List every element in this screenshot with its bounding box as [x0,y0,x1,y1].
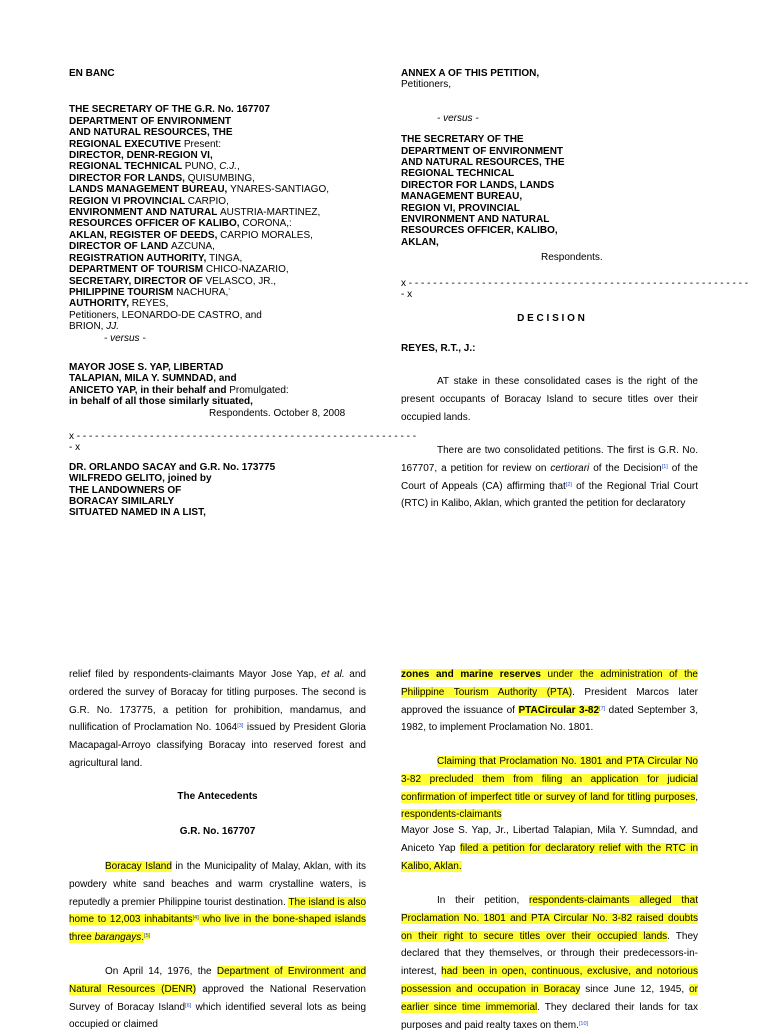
text-run: Promulgated: [229,384,289,396]
text-run: CARPIO, [187,195,229,207]
text-run: barangays [94,932,142,944]
text-run: CHICO-NAZARIO, [205,264,289,276]
caption-line [69,139,369,150]
caption-line [69,104,369,115]
text-run: , [695,791,698,803]
text-run: There are two consolidated petitions. The first is G.R. No. 167707, a petition for review on [401,445,698,474]
text-run: JJ. [106,321,120,333]
caption-line [69,485,369,496]
caption-left [69,68,417,519]
second-petition-caption [69,462,369,519]
text-run: PHILIPPINE TOURISM [69,286,177,298]
caption-line [69,241,369,252]
text-run: respondents-claimants alleged that Proclamation No. 1801 and PTA Circular No. 3-82 raised doubts on their right to secure titles over their occupied lands [401,895,699,942]
respondent-caption-right [401,134,701,248]
text-run: Department of Environment and Natural Resources (DENR) [69,966,367,995]
text-run: C.J. [219,161,237,173]
caption-separator-right-end: - x [401,289,413,301]
text-run: SITUATED NAMED IN A LIST, [69,507,206,519]
text-run: . [141,932,145,944]
text-run: REYES, [131,298,169,310]
text-run: Boracay Island [105,861,172,872]
text-run: AZCUNA, [171,241,215,253]
text-run: and ordered the survey of Boracay for titling purposes. The second is G.R. No. 173775, a petition for prohibition, mandamus, and nullification of Proclamation No. 1064 [69,669,366,734]
caption-line [69,310,369,321]
text-run: of the Decision [589,462,662,474]
text-run: dated September 3, 1982, to implement Proclamation No. 1801. [401,704,698,734]
text-run: G.R. No. 167707 [194,104,270,116]
caption-line [69,385,369,396]
text-run: filed a petition for declaratory relief with the RTC in Kalibo, Aklan. [401,842,699,872]
caption-line [69,184,369,195]
caption-line: RESOURCES OFFICER, KALIBO, [401,225,558,237]
footnote-link[interactable]: [7] [599,705,606,712]
decision-paragraph-1 [401,373,698,426]
petitioners-label: Petitioners, [401,79,452,91]
caption-line [69,264,369,275]
text-run: On April 14, 1976, the [105,966,217,977]
text-run: BORACAY SIMILARLY [69,496,175,507]
text-run: QUISUMBING, [187,172,255,184]
caption-line [69,287,369,298]
caption-line [69,396,369,407]
caption-line [69,473,369,484]
text-run: YNARES-SANTIAGO, [230,184,330,196]
p2-right-paragraph-4 [401,892,698,1034]
text-run: DIRECTOR, DENR-REGION VI, [69,150,213,162]
text-run: SECRETARY, DIRECTOR OF [69,275,206,287]
footnote-link[interactable]: [2] [565,481,572,488]
caption-line [69,230,369,241]
text-run: in behalf of all those similarly situated, [69,396,253,408]
text-run: relief filed by respondents-claimants Mayor Jose Yap, [69,669,322,680]
caption-line [69,362,369,373]
caption-line [69,127,369,138]
text-run: ANICETO YAP, in their behalf and [69,384,230,396]
p2-left-paragraph-1 [69,666,366,773]
text-run: AUTHORITY, [69,298,132,310]
respondent-caption [69,362,369,408]
text-run: DIRECTOR FOR LANDS, [69,172,188,184]
text-run: Claiming that Proclamation No. 1801 and PTA Circular No 3-82 precluded them from filing an application for judicial confirmation of imperfect title or survey of land for titling purposes [401,756,698,803]
text-run: Present: [183,138,222,150]
text-run: REGIONAL EXECUTIVE [69,138,184,150]
versus-label-right: - versus - [437,112,479,124]
caption-line: DEPARTMENT OF ENVIRONMENT [401,145,564,157]
text-run: AKLAN, REGISTER OF DEEDS, [69,229,221,241]
text-run: respondents-claimants [401,809,502,821]
ponente: REYES, R.T., J.: [401,342,476,354]
text-run: . They declared that they themselves, or through their predecessors-in-interest, [401,930,699,978]
text-run: CORONA,: [242,218,292,230]
text-run: . President Marcos later approved the issuance of [401,686,698,716]
annex-label: ANNEX A OF THIS PETITION, [401,68,540,79]
text-run: REGION VI PROVINCIAL [69,195,188,207]
text-run: of the Regional Trial Court (RTC) in Kalibo, Aklan, which granted the petition for declaratory [401,480,698,510]
text-run: THE LANDOWNERS OF [69,484,182,496]
en-banc-label: EN BANC [69,68,115,79]
text-run: who live in the bone-shaped islands three [69,914,366,944]
text-run: AND NATURAL RESOURCES, THE [69,127,233,139]
caption-separator: x - - - - - - - - - - - - - - - - - - - - - - - - - - - - - - - - - - - - - - - - - - - - - - - - - - - - - - - - [69,430,417,442]
text-run: since June 12, 1945, [580,983,690,995]
text-run: DIRECTOR OF LAND [69,241,172,253]
petitioner-caption [69,104,369,332]
text-run: THE SECRETARY OF THE [69,104,195,116]
text-run: TINGA, [209,252,243,264]
text-run: REGIONAL TECHNICAL [69,161,185,173]
caption-line [69,196,369,207]
text-run: DR. ORLANDO SACAY and [69,461,200,473]
caption-line [69,507,369,518]
respondents-label: Respondents. [541,252,603,264]
text-run: Petitioners, LEONARDO-DE CASTRO, and [69,309,262,321]
footnote-link[interactable]: [4] [192,915,199,922]
text-run: ENVIRONMENT AND NATURAL [69,207,220,219]
text-run: REGISTRATION AUTHORITY, [69,252,209,264]
text-run: VELASCO, JR., [205,275,277,287]
decision-paragraph-2 [401,442,698,513]
footnote-link[interactable]: * [228,287,231,294]
caption-line [69,150,369,161]
text-run: or earlier since time immemorial [401,983,698,1013]
p2-right-paragraph-3 [401,822,698,875]
text-run: DEPARTMENT OF ENVIRONMENT [69,115,232,127]
caption-separator-right: x - - - - - - - - - - - - - - - - - - - - - - - - - - - - - - - - - - - - - - - - - - - - - - - - - - - - - - - - [401,277,749,289]
caption-line: THE SECRETARY OF THE [401,134,524,146]
text-run: et al. [321,669,345,680]
text-run: DEPARTMENT OF TOURISM [69,264,206,276]
caption-line [69,462,369,473]
text-run: Philippine Tourism Authority (PTA) [401,686,573,698]
caption-line: AKLAN, [401,236,439,248]
caption-line: AND NATURAL RESOURCES, THE [401,157,565,169]
antecedents-heading: The Antecedents [177,791,258,802]
footnote-link[interactable]: [3] [237,723,244,730]
text-run: approved the National Reservation Survey of Boracay Island [69,983,366,1013]
text-run: NACHURA, [176,286,229,298]
caption-line [69,173,369,184]
caption-separator-end: - x [69,442,81,454]
text-run: in the Municipality of Malay, Aklan, with its powdery white sand beaches and warm crystalline waters, is reputedly a premier Philippine tourist destination. [69,861,366,908]
text-run: The island is also home to 12,003 inhabitants [69,896,367,926]
text-run: WILFREDO GELITO, joined by [69,473,212,485]
text-run: G.R. No. 173775 [199,461,276,473]
text-run: CARPIO MORALES, [220,229,313,241]
footnote-link[interactable]: [1] [661,463,668,470]
caption-line: ENVIRONMENT AND NATURAL [401,214,550,226]
text-run: . They declared their lands for tax purposes and paid realty taxes on them. [401,1001,698,1031]
caption-line: MANAGEMENT BUREAU, [401,191,523,203]
text-run: issued by President Gloria Macapagal-Arroyo classifying Boracay into reserved forest and agricultural land. [69,722,366,769]
decision-heading: D E C I S I O N [517,312,585,324]
p2-right-paragraph-1 [401,666,698,737]
caption-line [69,373,369,384]
footnote-link[interactable]: [5] [144,933,151,940]
versus-label: - versus - [104,332,146,344]
caption-line [69,116,369,127]
text-run: , [236,161,240,173]
text-run: under the administration of the [540,669,698,680]
caption-line [69,161,369,172]
text-run: which identified several lots as being occupied or claimed [69,1001,367,1031]
text-run: had been in open, continuous, exclusive, and notorious possession and occupation in Boracay [401,966,698,995]
caption-line: REGION VI, PROVINCIAL [401,202,520,214]
caption-line [69,207,369,218]
text-run: of the Court of Appeals (CA) affirming that [401,462,698,492]
caption-line [69,496,369,507]
text-run: AUSTRIA-MARTINEZ, [219,207,321,219]
text-run: RESOURCES OFFICER OF KALIBO, [69,218,243,230]
text-run: Mayor Jose S. Yap, Jr., Libertad Talapian, Mila Y. Sumndad, and Aniceto Yap [401,825,698,854]
text-run: AT stake in these consolidated cases is the right of the present occupants of Boracay Island to secure titles over their occupied lands. [401,376,698,423]
footnote-link[interactable]: [6] [185,1002,192,1009]
text-run: zones and marine reserves [401,669,541,680]
footnote-link[interactable]: [10] [578,1020,589,1027]
text-run: BRION, [69,321,107,333]
caption-line: REGIONAL TECHNICAL [401,168,515,180]
caption-line [69,253,369,264]
text-run: certiorari [550,462,590,474]
text-run: LANDS MANAGEMENT BUREAU, [69,184,231,196]
caption-line [69,218,369,229]
p2-left-paragraph-2 [69,858,366,947]
p2-right-paragraph-2 [401,753,698,824]
text-run: MAYOR JOSE S. YAP, LIBERTAD [69,361,224,373]
caption-right [401,68,749,354]
caption-line [69,321,369,332]
text-run: In their petition, [437,895,530,906]
caption-line [69,298,369,309]
respondents-date: Respondents. October 8, 2008 [209,407,346,419]
caption-line: DIRECTOR FOR LANDS, LANDS [401,179,555,191]
text-run: TALAPIAN, MILA Y. SUMNDAD, and [69,373,237,385]
p2-left-paragraph-3 [69,963,366,1034]
caption-line [69,276,369,287]
gr-subheading: G.R. No. 167707 [179,826,256,837]
text-run: PUNO, [184,161,220,173]
text-run: PTACircular 3-82 [518,704,600,716]
